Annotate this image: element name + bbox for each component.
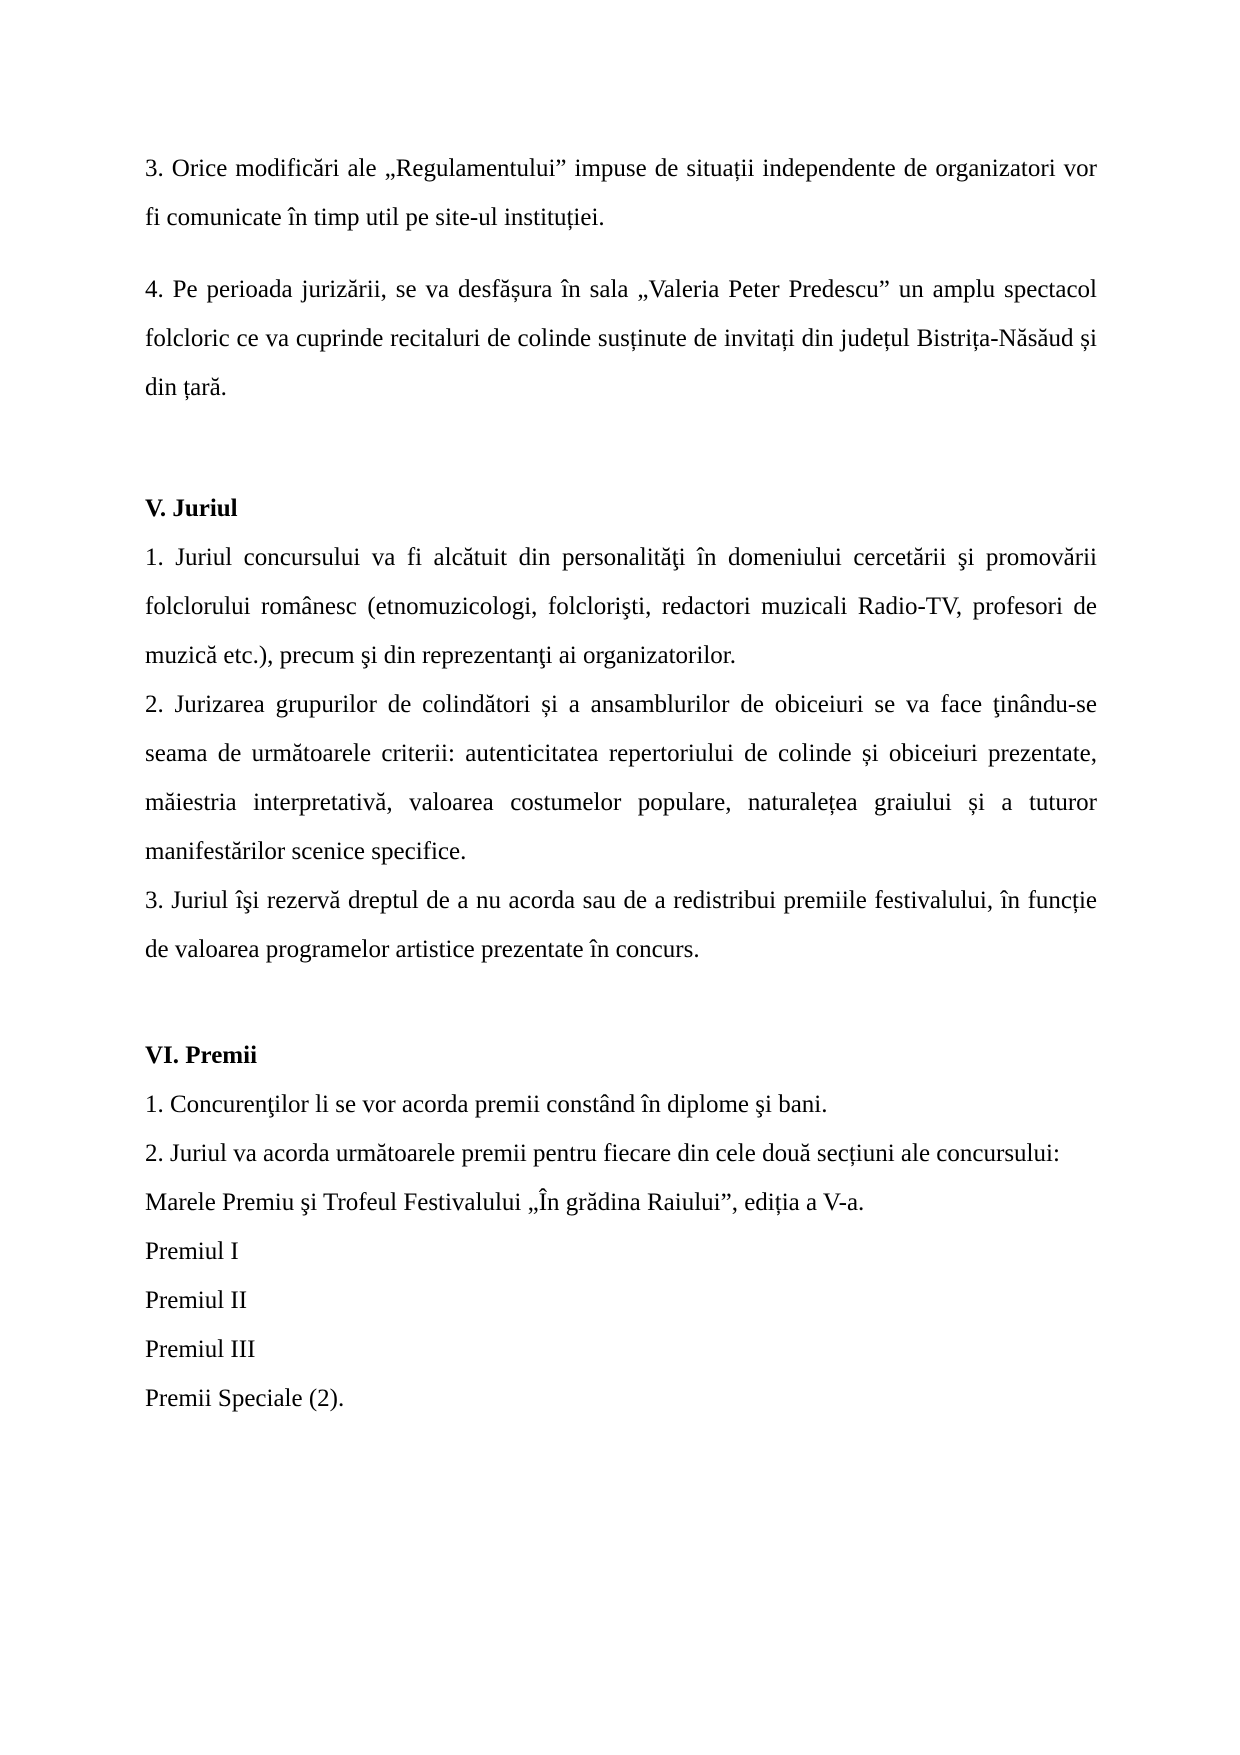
line-grand-prize: Marele Premiu şi Trofeul Festivalului „În grădina Raiului”, ediția a V-a. — [145, 1189, 865, 1216]
paragraph-regulation-changes: 3. Orice modificări ale „Regulamentului” impuse de situații independente de organizatori vor fi comunicate în timp util pe site-ul instituției. — [145, 155, 1097, 231]
section-heading-prizes: VI. Premii — [145, 1042, 258, 1069]
line-prize-special: Premii Speciale (2). — [145, 1385, 345, 1412]
line-prize-1: Premiul I — [145, 1238, 239, 1265]
line-prize-3: Premiul III — [145, 1336, 256, 1363]
paragraph-jury-criteria: 2. Jurizarea grupurilor de colindători și a ansamblurilor de obiceiuri se va face ţinându-se seama de următoarele criterii: autenticitatea repertoriului de colinde și obiceiuri prezentate, măiestria interpretativă, valoarea costumelor populare, naturalețea graiului și a tuturor manifestărilor scenice specifice. — [145, 691, 1097, 865]
line-prize-2: Premiul II — [145, 1287, 248, 1314]
paragraph-jury-rights: 3. Juriul îşi rezervă dreptul de a nu acorda sau de a redistribui premiile festivalului, în funcție de valoarea programelor artistice prezentate în concurs. — [145, 887, 1097, 963]
paragraph-prizes-intro: 1. Concurenţilor li se vor acorda premii constând în diplome şi bani. — [145, 1091, 828, 1118]
paragraph-jury-period-show: 4. Pe perioada jurizării, se va desfășura în sala „Valeria Peter Predescu” un amplu spectacol folcloric ce va cuprinde recitaluri de colinde susținute de invitați din județul Bistrița-Năsăud și din țară. — [145, 276, 1097, 401]
paragraph-prizes-sections: 2. Juriul va acorda următoarele premii pentru fiecare din cele două secțiuni ale concursului: — [145, 1140, 1060, 1167]
section-heading-jury: V. Juriul — [145, 495, 238, 522]
paragraph-jury-composition: 1. Juriul concursului va fi alcătuit din personalităţi în domeniului cercetării şi promovării folclorului românesc (etnomuzicologi, folclorişti, redactori muzicali Radio-TV, profesori de muzică etc.), precum şi din reprezentanţi ai organizatorilor. — [145, 544, 1097, 669]
